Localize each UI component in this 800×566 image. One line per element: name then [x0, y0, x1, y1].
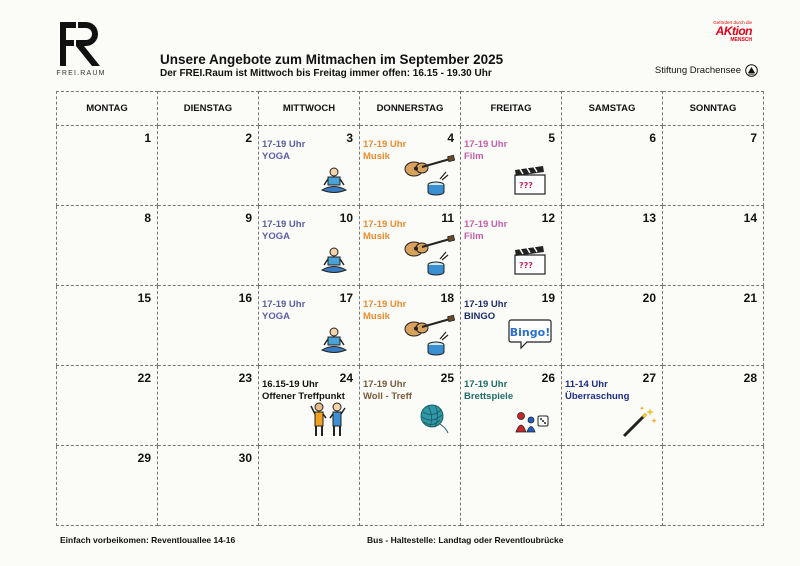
guitar-drum-icon — [402, 153, 456, 202]
aktion-mensch-logo — [692, 20, 752, 43]
calendar-day-cell — [663, 446, 764, 526]
day-number: 3 — [346, 131, 353, 145]
calendar-day-cell — [57, 446, 158, 526]
bingo-icon — [507, 316, 553, 355]
event-time: 17-19 Uhr — [262, 299, 306, 310]
foundation-logo-icon — [745, 64, 758, 77]
yoga-icon — [319, 166, 349, 201]
day-number: 5 — [548, 131, 555, 145]
event-title: Woll - Treff — [363, 391, 412, 402]
calendar-event — [464, 379, 513, 403]
event-title: Musik — [363, 151, 390, 162]
foundation-label — [655, 64, 758, 77]
day-number: 25 — [440, 371, 454, 385]
day-number: 19 — [541, 291, 555, 305]
calendar-day-cell — [158, 366, 259, 446]
calendar-event — [464, 139, 507, 163]
clapperboard-icon — [511, 244, 551, 281]
day-number: 2 — [245, 131, 252, 145]
logo-text: FREI.RAUM — [56, 70, 106, 77]
weekday-header-row — [57, 92, 764, 126]
svg-text:Bingo!: Bingo! — [509, 326, 551, 339]
day-number: 22 — [137, 371, 151, 385]
calendar-event — [363, 139, 406, 163]
day-number: 14 — [743, 211, 757, 225]
day-number: 27 — [642, 371, 656, 385]
event-title: YOGA — [262, 311, 290, 322]
day-number: 17 — [339, 291, 353, 305]
event-time: 17-19 Uhr — [464, 299, 508, 310]
calendar-event — [262, 299, 305, 323]
calendar-day-cell — [360, 366, 461, 446]
magic-wand-icon — [618, 404, 658, 445]
calendar-day-cell — [461, 286, 562, 366]
calendar-event — [565, 379, 629, 403]
weekday-header: FREITAG — [461, 92, 562, 126]
calendar-day-cell — [259, 286, 360, 366]
calendar-day-cell — [360, 446, 461, 526]
frei-raum-logo — [56, 20, 106, 82]
day-number: 23 — [238, 371, 252, 385]
weekday-header: SONNTAG — [663, 92, 764, 126]
weekday-header: SAMSTAG — [562, 92, 663, 126]
event-time: 17-19 Uhr — [464, 139, 508, 150]
calendar-grid — [56, 91, 764, 526]
bus-stop-note: Bus - Haltestelle: Landtag oder Reventloubrücke — [367, 535, 564, 545]
event-title: Musik — [363, 311, 390, 322]
calendar-day-cell — [461, 206, 562, 286]
weekday-header: DIENSTAG — [158, 92, 259, 126]
weekday-header: DONNERSTAG — [360, 92, 461, 126]
calendar-day-cell — [663, 366, 764, 446]
event-title: Musik — [363, 231, 390, 242]
board-game-icon — [511, 406, 551, 441]
yarn-icon — [418, 402, 450, 439]
day-number: 9 — [245, 211, 252, 225]
foundation-name: Stiftung Drachensee — [654, 65, 741, 76]
event-title: Film — [464, 231, 484, 242]
calendar-day-cell — [158, 446, 259, 526]
event-time: 11-14 Uhr — [565, 379, 608, 390]
calendar-event — [363, 219, 406, 243]
calendar-event — [363, 379, 412, 403]
day-number: 1 — [144, 131, 151, 145]
day-number: 30 — [238, 451, 252, 465]
day-number: 18 — [440, 291, 454, 305]
day-number: 29 — [137, 451, 151, 465]
calendar-day-cell — [562, 286, 663, 366]
event-time: 17-19 Uhr — [363, 219, 407, 230]
calendar-day-cell — [259, 446, 360, 526]
guitar-drum-icon — [402, 313, 456, 362]
weekday-header: MITTWOCH — [259, 92, 360, 126]
day-number: 12 — [541, 211, 555, 225]
fr-logo-icon — [56, 20, 106, 68]
svg-text:???: ??? — [519, 181, 533, 190]
event-time: 17-19 Uhr — [363, 299, 407, 310]
sponsor-sub-text: MENSCH — [730, 37, 752, 43]
event-title: Brettspiele — [464, 391, 514, 402]
calendar-day-cell — [461, 446, 562, 526]
calendar-event — [464, 299, 507, 323]
calendar-week-row — [57, 126, 764, 206]
calendar-day-cell — [360, 206, 461, 286]
sponsor-brand-text: AKtion — [715, 24, 752, 38]
yoga-icon — [319, 246, 349, 281]
calendar-day-cell — [57, 286, 158, 366]
day-number: 11 — [441, 211, 454, 225]
calendar-day-cell — [663, 206, 764, 286]
day-number: 28 — [743, 371, 757, 385]
yoga-icon — [319, 326, 349, 361]
calendar-day-cell — [360, 286, 461, 366]
event-title: Überraschung — [565, 391, 630, 402]
calendar-week-row — [57, 446, 764, 526]
calendar-event — [464, 219, 507, 243]
calendar-day-cell — [562, 206, 663, 286]
day-number: 20 — [642, 291, 656, 305]
day-number: 21 — [743, 291, 757, 305]
calendar-day-cell — [57, 366, 158, 446]
clapperboard-icon — [511, 164, 551, 201]
day-number: 24 — [339, 371, 353, 385]
day-number: 4 — [447, 131, 454, 145]
sponsor-small-text: Gefördert durch die — [713, 20, 752, 25]
calendar-day-cell — [158, 206, 259, 286]
event-time: 17-19 Uhr — [464, 379, 508, 390]
calendar-day-cell — [663, 286, 764, 366]
event-time: 16.15-19 Uhr — [262, 379, 319, 390]
day-number: 7 — [750, 131, 757, 145]
calendar-event — [262, 219, 305, 243]
calendar-day-cell — [57, 126, 158, 206]
calendar-day-cell — [562, 446, 663, 526]
opening-hours: Der FREI.Raum ist Mittwoch bis Freitag immer offen: 16.15 - 19.30 Uhr — [160, 68, 492, 79]
calendar-day-cell — [259, 206, 360, 286]
day-number: 26 — [541, 371, 555, 385]
calendar-day-cell — [259, 126, 360, 206]
event-title: BINGO — [464, 311, 496, 322]
calendar-day-cell — [259, 366, 360, 446]
event-time: 17-19 Uhr — [262, 219, 306, 230]
calendar-event — [363, 299, 406, 323]
event-title: Film — [464, 151, 484, 162]
event-time: 17-19 Uhr — [262, 139, 306, 150]
calendar-week-row — [57, 366, 764, 446]
calendar-day-cell — [562, 126, 663, 206]
event-title: YOGA — [262, 151, 290, 162]
day-number: 8 — [144, 211, 151, 225]
page-title: Unsere Angebote zum Mitmachen im September 2025 — [160, 52, 504, 67]
calendar-week-row — [57, 206, 764, 286]
day-number: 16 — [238, 291, 252, 305]
people-icon — [309, 400, 349, 445]
event-title: Offener Treffpunkt — [262, 391, 345, 402]
guitar-drum-icon — [402, 233, 456, 282]
calendar-day-cell — [461, 126, 562, 206]
event-title: YOGA — [262, 231, 290, 242]
calendar-day-cell — [158, 286, 259, 366]
calendar-day-cell — [562, 366, 663, 446]
day-number: 15 — [137, 291, 151, 305]
weekday-header: MONTAG — [57, 92, 158, 126]
day-number: 6 — [649, 131, 656, 145]
calendar-day-cell — [158, 126, 259, 206]
day-number: 10 — [339, 211, 353, 225]
calendar-event — [262, 139, 305, 163]
calendar-day-cell — [461, 366, 562, 446]
address-note: Einfach vorbeikomen: Reventlouallee 14-16 — [60, 535, 236, 545]
calendar-day-cell — [57, 206, 158, 286]
calendar-day-cell — [360, 126, 461, 206]
calendar-day-cell — [663, 126, 764, 206]
day-number: 13 — [642, 211, 656, 225]
event-time: 17-19 Uhr — [464, 219, 508, 230]
event-time: 17-19 Uhr — [363, 139, 407, 150]
calendar-week-row — [57, 286, 764, 366]
event-time: 17-19 Uhr — [363, 379, 407, 390]
svg-text:???: ??? — [519, 261, 533, 270]
